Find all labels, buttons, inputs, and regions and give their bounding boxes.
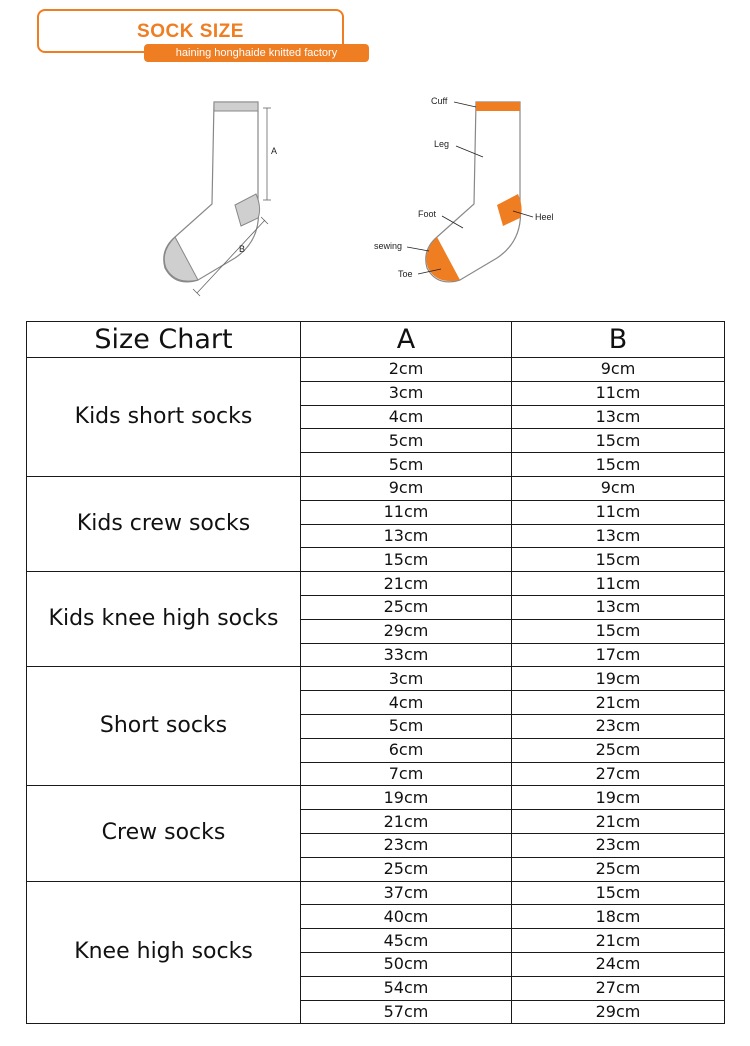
cell-b: 21cm bbox=[512, 810, 725, 834]
cell-a: 7cm bbox=[301, 762, 512, 786]
sock-diagrams bbox=[0, 80, 750, 310]
cell-b: 19cm bbox=[512, 786, 725, 810]
cell-a: 5cm bbox=[301, 453, 512, 477]
cell-a: 6cm bbox=[301, 738, 512, 762]
category-crew-socks: Crew socks bbox=[27, 786, 301, 881]
cell-b: 25cm bbox=[512, 738, 725, 762]
cell-b: 23cm bbox=[512, 714, 725, 738]
cell-b: 11cm bbox=[512, 381, 725, 405]
cuff-band-right bbox=[476, 102, 520, 111]
category-kids-crew-socks: Kids crew socks bbox=[27, 476, 301, 571]
cell-b: 23cm bbox=[512, 833, 725, 857]
cell-a: 29cm bbox=[301, 619, 512, 643]
header-size-chart: Size Chart bbox=[27, 322, 301, 358]
cuff-label: Cuff bbox=[431, 96, 448, 106]
sewing-label: sewing bbox=[374, 241, 403, 251]
table-row bbox=[27, 881, 725, 905]
cell-b: 13cm bbox=[512, 405, 725, 429]
cell-b: 15cm bbox=[512, 548, 725, 572]
cell-a: 5cm bbox=[301, 429, 512, 453]
cell-b: 19cm bbox=[512, 667, 725, 691]
cell-a: 45cm bbox=[301, 929, 512, 953]
header-b: B bbox=[512, 322, 725, 358]
category-short-socks: Short socks bbox=[27, 667, 301, 786]
measure-a-label: A bbox=[271, 146, 278, 156]
cell-a: 11cm bbox=[301, 500, 512, 524]
cell-a: 23cm bbox=[301, 833, 512, 857]
cell-a: 21cm bbox=[301, 810, 512, 834]
cell-a: 15cm bbox=[301, 548, 512, 572]
header-a: A bbox=[301, 322, 512, 358]
cell-b: 27cm bbox=[512, 976, 725, 1000]
table-row bbox=[27, 572, 725, 596]
cell-b: 13cm bbox=[512, 524, 725, 548]
table-header-row bbox=[27, 322, 725, 358]
cell-a: 21cm bbox=[301, 572, 512, 596]
cell-b: 25cm bbox=[512, 857, 725, 881]
cell-a: 13cm bbox=[301, 524, 512, 548]
cell-a: 50cm bbox=[301, 952, 512, 976]
category-knee-high-socks: Knee high socks bbox=[27, 881, 301, 1024]
cell-b: 24cm bbox=[512, 952, 725, 976]
cell-a: 3cm bbox=[301, 667, 512, 691]
cell-a: 9cm bbox=[301, 476, 512, 500]
table-row bbox=[27, 476, 725, 500]
cell-a: 4cm bbox=[301, 691, 512, 715]
cell-a: 40cm bbox=[301, 905, 512, 929]
cell-a: 37cm bbox=[301, 881, 512, 905]
measure-b-label: B bbox=[239, 244, 246, 254]
table-row bbox=[27, 786, 725, 810]
cell-a: 3cm bbox=[301, 381, 512, 405]
leg-label: Leg bbox=[434, 139, 450, 149]
cell-b: 17cm bbox=[512, 643, 725, 667]
cell-a: 57cm bbox=[301, 1000, 512, 1024]
cell-b: 11cm bbox=[512, 500, 725, 524]
factory-subtitle: haining honghaide knitted factory bbox=[144, 44, 369, 62]
cell-b: 11cm bbox=[512, 572, 725, 596]
cell-a: 25cm bbox=[301, 595, 512, 619]
table-row bbox=[27, 358, 725, 382]
cell-a: 2cm bbox=[301, 358, 512, 382]
category-kids-short-socks: Kids short socks bbox=[27, 358, 301, 477]
cell-b: 18cm bbox=[512, 905, 725, 929]
cell-b: 29cm bbox=[512, 1000, 725, 1024]
cell-b: 15cm bbox=[512, 619, 725, 643]
table-row bbox=[27, 667, 725, 691]
cell-a: 33cm bbox=[301, 643, 512, 667]
cell-b: 13cm bbox=[512, 595, 725, 619]
cell-a: 19cm bbox=[301, 786, 512, 810]
page-title: SOCK SIZE bbox=[137, 21, 244, 42]
cell-a: 4cm bbox=[301, 405, 512, 429]
cell-a: 54cm bbox=[301, 976, 512, 1000]
cell-b: 15cm bbox=[512, 429, 725, 453]
cell-b: 21cm bbox=[512, 929, 725, 953]
cell-b: 15cm bbox=[512, 453, 725, 477]
heel-label: Heel bbox=[535, 212, 554, 222]
cell-a: 25cm bbox=[301, 857, 512, 881]
measure-b-tick-bottom bbox=[193, 289, 200, 296]
cell-a: 5cm bbox=[301, 714, 512, 738]
cell-b: 9cm bbox=[512, 358, 725, 382]
cuff-arrow bbox=[454, 102, 476, 107]
measurement-sock-diagram bbox=[164, 102, 277, 296]
cell-b: 9cm bbox=[512, 476, 725, 500]
category-kids-knee-high-socks: Kids knee high socks bbox=[27, 572, 301, 667]
sewing-arrow bbox=[407, 247, 429, 251]
cell-b: 15cm bbox=[512, 881, 725, 905]
cell-b: 27cm bbox=[512, 762, 725, 786]
cell-b: 21cm bbox=[512, 691, 725, 715]
foot-label: Foot bbox=[418, 209, 437, 219]
toe-label: Toe bbox=[398, 269, 413, 279]
size-chart-table bbox=[26, 321, 725, 1024]
cuff-band-left bbox=[214, 102, 258, 111]
parts-sock-diagram bbox=[374, 96, 554, 282]
